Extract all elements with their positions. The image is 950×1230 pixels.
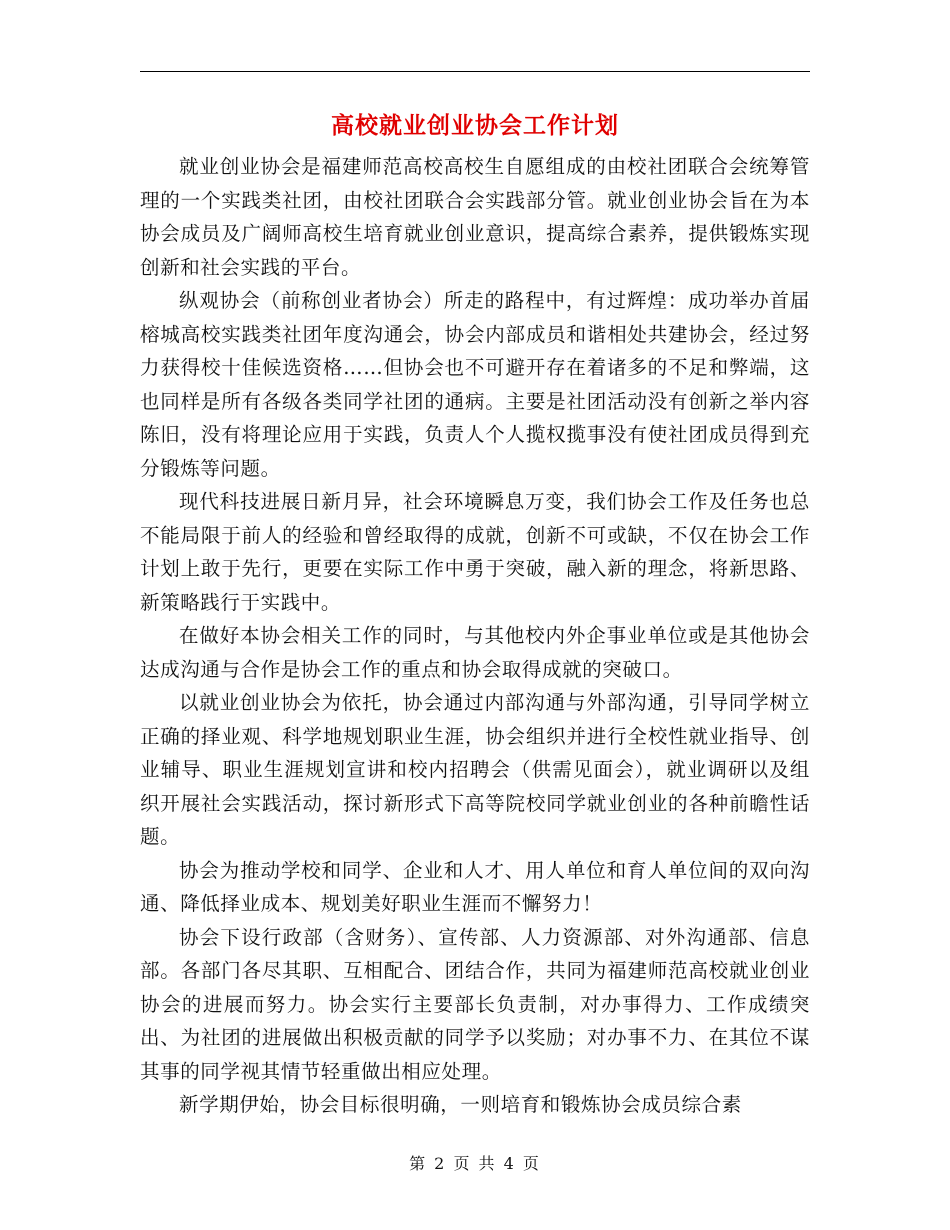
body-paragraph: 协会为推动学校和同学、企业和人才、用人单位和育人单位间的双向沟通、降低择业成本、规划美好职业生涯而不懈努力！ [140,858,810,915]
body-paragraph: 协会下设行政部（含财务）、宣传部、人力资源部、对外沟通部、信息部。各部门各尽其职、互相配合、团结合作，共同为福建师范高校就业创业协会的进展而努力。协会实行主要部长负责制，对办事得力、工作成绩突出、为社团的进展做出积极贡献的同学予以奖励；对办事不力、在其位不谋其事的同学视其情节轻重做出相应处理。 [140,925,810,1083]
body-paragraph: 就业创业协会是福建师范高校高校生自愿组成的由校社团联合会统筹管理的一个实践类社团，由校社团联合会实践部分管。就业创业协会旨在为本协会成员及广阔师高校生培育就业创业意识，提高综合素养，提供锻炼实现创新和社会实践的平台。 [140,155,810,279]
body-paragraph: 在做好本协会相关工作的同时，与其他校内外企事业单位或是其他协会达成沟通与合作是协会工作的重点和协会取得成就的突破口。 [140,624,810,681]
document-body [140,150,810,1122]
body-paragraph: 以就业创业协会为依托，协会通过内部沟通与外部沟通，引导同学树立正确的择业观、科学地规划职业生涯，协会组织并进行全校性就业指导、创业辅导、职业生涯规划宣讲和校内招聘会（供需见面会），就业调研以及组织开展社会实践活动，探讨新形式下高等院校同学就业创业的各种前瞻性话题。 [140,691,810,848]
body-paragraph: 现代科技进展日新月异，社会环境瞬息万变，我们协会工作及任务也总不能局限于前人的经验和曾经取得的成就，创新不可或缺，不仅在协会工作计划上敢于先行，更要在实际工作中勇于突破，融入新的理念，将新思路、新策略践行于实践中。 [140,490,810,614]
page-number: 第 2 页 共 4 页 [409,1154,541,1173]
document-title: 高校就业创业协会工作计划 [331,112,619,139]
header-rule [140,71,810,72]
body-paragraph: 新学期伊始，协会目标很明确，一则培育和锻炼协会成员综合素 [179,1093,742,1116]
body-paragraph: 纵观协会（前称创业者协会）所走的路程中，有过辉煌：成功举办首届榕城高校实践类社团年度沟通会，协会内部成员和谐相处共建协会，经过努力获得校十佳候选资格……但协会也不可避开存在着诸多的不足和弊端，这也同样是所有各级各类同学社团的通病。主要是社团活动没有创新之举内容陈旧，没有将理论应用于实践，负责人个人揽权揽事没有使社团成员得到充分锻炼等问题。 [140,289,810,480]
